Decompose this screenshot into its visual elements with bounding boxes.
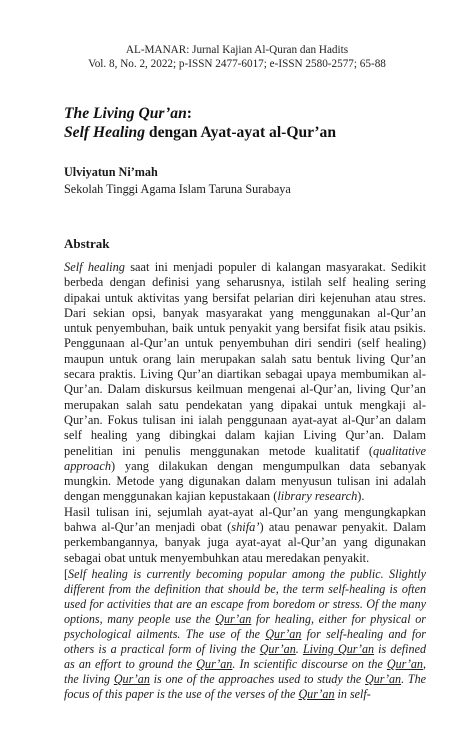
- english-text: , the living: [64, 657, 426, 686]
- abstract-paragraph-2: [64, 505, 426, 566]
- title-italic-living-quran: The Living Qur’an: [64, 105, 187, 122]
- quran-term: Qur’an: [265, 627, 302, 641]
- title-rest: dengan Ayat-ayat al-Qur’an: [145, 124, 337, 141]
- english-text: Self healing is currently becoming popular among the public. Slightly different from the definition that should be, the term self-healing is often used for activities that are an escape from boredom or stress. Of the many options, many people use the: [64, 567, 426, 626]
- title-line-1: [64, 104, 444, 123]
- english-abstract: [64, 567, 426, 702]
- english-text: .: [295, 642, 303, 656]
- english-text: . In scientific discourse on the: [232, 657, 387, 671]
- journal-header: [0, 43, 474, 71]
- quran-term: Qur’an: [113, 672, 150, 686]
- abstract-text: ) yang dilakukan dengan mengumpulkan data sebanyak mungkin. Metode yang digunakan dalam menyusun tulisan ini adalah dengan menggunakan kajian kepustakaan (: [64, 458, 426, 504]
- abstract-text: ).: [357, 489, 365, 504]
- quran-term: Qur’an: [259, 642, 296, 656]
- english-text: for healing, either for physical or psychological ailments. The use of the: [64, 612, 426, 641]
- english-text: . The focus of this paper is the use of the verses of the: [64, 672, 426, 701]
- author-name: Ulviyatun Ni’mah: [64, 165, 158, 179]
- english-text: is defined as an effort to ground the: [64, 642, 426, 671]
- author-block: [64, 164, 444, 198]
- abstract-body: [64, 260, 426, 566]
- abstract-text: ) atau penawar penyakit. Dalam perkembangannya, banyak juga ayat-ayat al-Qur’an yang digunakan sebagai obat untuk menyembuhkan atau meredakan penyakit.: [64, 520, 426, 565]
- author-affiliation: Sekolah Tinggi Agama Islam Taruna Surabaya: [64, 182, 291, 196]
- italic-self-healing: Self healing: [64, 260, 125, 274]
- journal-title-line: AL-MANAR: Jurnal Kajian Al-Quran dan Hadits: [125, 44, 349, 56]
- paper-title: [64, 104, 444, 142]
- abstract-text: saat ini menjadi populer di kalangan masyarakat. Sedikit berbeda dengan definisi yang seharusnya, istilah self healing sering dipakai untuk aktivitas yang bersifat pelarian diri kejenuhan atau stres. Dari sekian opsi, banyak masyarakat yang menggunakan al-Qur’an untuk penyembuhan, baik untuk penyakit yang bersifat fisik atau psikis. Penggunaan al-Qur’an untuk penyembuhan diri sendiri (self healing) maupun untuk orang lain merupakan salah satu bentuk living Qur’an secara praktis. Living Qur’an diartikan sebagai upaya membumikan al-Qur’an. Dalam diskursus keilmuan mengenai al-Qur’an, living Qur’an merupakan salah satu pendekatan yang dipakai untuk mengkaji al-Qur’an. Fokus tulisan ini ialah penggunaan ayat-ayat al-Qur’an dalam self healing yang dibingkai dalam kajian Living Qur’an. Dalam penelitian ini penulis menggunakan metode kualitatif (: [64, 260, 427, 458]
- abstract-heading: Abstrak: [64, 236, 110, 251]
- italic-shifa: shifa’: [231, 520, 260, 535]
- english-text: is one of the approaches used to study the: [149, 672, 366, 686]
- journal-issue-line: Vol. 8, No. 2, 2022; p-ISSN 2477-6017; e-ISSN 2580-2577; 65-88: [88, 58, 386, 70]
- quran-term: Qur’an: [298, 687, 335, 701]
- italic-library-research: library research: [277, 489, 358, 504]
- open-bracket: [: [64, 567, 69, 581]
- quran-term: Living Qur’an: [302, 642, 375, 656]
- abstract-paragraph-1: [64, 260, 426, 505]
- title-colon: :: [186, 105, 192, 122]
- quran-term: Qur’an: [215, 612, 252, 626]
- english-text: in self-: [334, 687, 371, 701]
- quran-term: Qur’an: [365, 672, 402, 686]
- title-italic-self-healing: Self Healing: [64, 124, 145, 141]
- abstract-text: Hasil tulisan ini, sejumlah ayat-ayat al-Qur’an yang mengungkapkan bahwa al-Qur’an menjadi obat (: [64, 504, 426, 535]
- quran-term: Qur’an: [196, 657, 233, 671]
- quran-term: Qur’an: [386, 657, 423, 671]
- italic-qualitative-approach: qualitative approach: [64, 443, 426, 473]
- english-text: for self-healing and for others is a practical form of living the: [64, 627, 426, 656]
- title-line-2: [64, 123, 444, 142]
